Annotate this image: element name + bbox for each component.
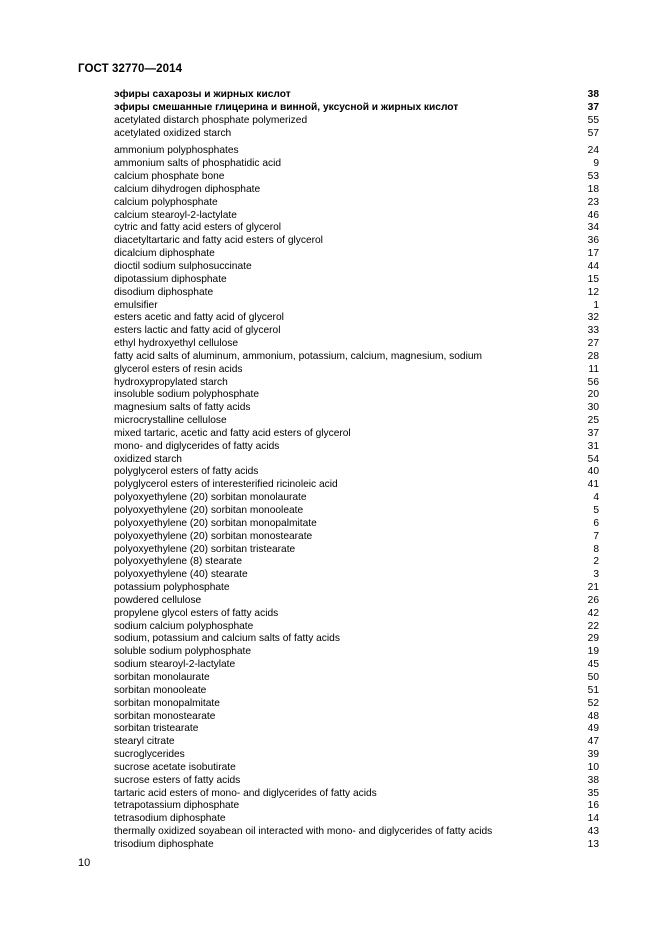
index-term: calcium dihydrogen diphosphate	[114, 183, 261, 195]
index-number: 11	[588, 363, 599, 375]
index-number: 2	[593, 556, 599, 568]
index-number: 51	[587, 684, 599, 696]
index-row	[114, 698, 599, 711]
index-row	[114, 492, 599, 505]
index-number: 6	[593, 517, 599, 529]
index-number: 37	[587, 427, 599, 439]
index-row	[114, 556, 599, 569]
index-row	[114, 325, 599, 338]
index-number: 16	[587, 800, 599, 812]
index-row	[114, 300, 599, 313]
index-row	[114, 633, 599, 646]
index-number: 41	[587, 479, 599, 491]
index-row	[114, 582, 599, 595]
index-term: mixed tartaric, acetic and fatty acid esters of glycerol	[114, 427, 351, 439]
index-term: calcium phosphate bone	[114, 171, 225, 183]
index-row	[114, 222, 599, 235]
index-row	[114, 338, 599, 351]
index-number: 9	[593, 158, 599, 170]
index-row	[114, 646, 599, 659]
index-number: 44	[587, 260, 599, 272]
index-row	[114, 248, 599, 261]
index-number: 47	[587, 736, 599, 748]
index-row	[114, 608, 599, 621]
index-number: 55	[587, 114, 599, 126]
index-term: magnesium salts of fatty acids	[114, 402, 251, 414]
index-term: polyoxyethylene (20) sorbitan tristearate	[114, 543, 296, 555]
index-row	[114, 659, 599, 672]
index-row	[114, 672, 599, 685]
index-row	[114, 184, 599, 197]
index-row	[114, 145, 599, 158]
index-row	[114, 364, 599, 377]
index-row	[114, 402, 599, 415]
index-term: calcium stearoyl-2-lactylate	[114, 209, 237, 221]
index-term: dicalcium diphosphate	[114, 248, 215, 260]
index-number: 42	[587, 607, 599, 619]
index-number: 12	[587, 286, 599, 298]
index-row	[114, 762, 599, 775]
index-term: insoluble sodium polyphosphate	[114, 389, 259, 401]
index-number: 18	[587, 183, 599, 195]
index-number: 40	[587, 466, 599, 478]
index-number: 22	[587, 620, 599, 632]
index-term: ammonium polyphosphates	[114, 145, 239, 157]
index-row	[114, 839, 599, 852]
index-row	[114, 415, 599, 428]
page-number: 10	[78, 857, 91, 869]
index-term: эфиры смешанные глицерина и винной, уксусной и жирных кислот	[114, 101, 459, 113]
index-term: acetylated distarch phosphate polymerized	[114, 114, 308, 126]
index-term: sucrose esters of fatty acids	[114, 774, 241, 786]
index-number: 7	[593, 530, 599, 542]
index-term: sodium calcium polyphosphate	[114, 620, 254, 632]
index-row	[114, 235, 599, 248]
index-row	[114, 274, 599, 287]
index-row	[114, 518, 599, 531]
index-row	[114, 128, 599, 141]
index-row	[114, 197, 599, 210]
index-term: polyoxyethylene (20) sorbitan monopalmitate	[114, 517, 317, 529]
index-number: 3	[593, 569, 599, 581]
index-number: 28	[587, 350, 599, 362]
index-term: эфиры сахарозы и жирных кислот	[114, 89, 291, 100]
index-row	[114, 115, 599, 128]
index-row	[114, 531, 599, 544]
index-number: 24	[587, 145, 599, 157]
index-term: esters lactic and fatty acid of glycerol	[114, 325, 281, 337]
index-row	[114, 595, 599, 608]
index-term: sucrose acetate isobutirate	[114, 761, 236, 773]
index-term: sorbitan monolaurate	[114, 671, 210, 683]
index-term: stearyl citrate	[114, 736, 175, 748]
index-number: 5	[593, 505, 599, 516]
index-term: glycerol esters of resin acids	[114, 363, 243, 375]
index-row	[114, 377, 599, 390]
index-number: 21	[587, 582, 599, 594]
index-term: polyoxyethylene (20) sorbitan monooleate	[114, 505, 304, 516]
index-term: tartaric acid esters of mono- and diglycerides of fatty acids	[114, 787, 377, 799]
index-number: 25	[587, 415, 599, 427]
index-number: 30	[587, 402, 599, 414]
index-term: sorbitan monostearate	[114, 710, 216, 722]
index-term: emulsifier	[114, 299, 158, 311]
index-term: ammonium salts of phosphatidic acid	[114, 158, 282, 170]
index-number: 37	[587, 101, 599, 113]
index-row	[114, 723, 599, 736]
index-term: disodium diphosphate	[114, 286, 214, 298]
index-number: 26	[587, 594, 599, 606]
index-number: 36	[587, 235, 599, 247]
index-number: 46	[587, 209, 599, 221]
index-number: 31	[587, 440, 599, 452]
index-term: potassium polyphosphate	[114, 582, 230, 594]
index-row	[114, 441, 599, 454]
index-term: fatty acid salts of aluminum, ammonium, potassium, calcium, magnesium, sodium	[114, 350, 483, 362]
index-number: 35	[587, 787, 599, 799]
index-row	[114, 544, 599, 557]
index-number: 8	[593, 543, 599, 555]
index-list	[114, 89, 599, 852]
index-number: 45	[587, 659, 599, 671]
index-term: trisodium diphosphate	[114, 838, 214, 850]
index-number: 29	[587, 633, 599, 645]
index-number: 15	[587, 273, 599, 285]
index-term: polyoxyethylene (20) sorbitan monolaurate	[114, 492, 307, 504]
index-term: sucroglycerides	[114, 749, 185, 761]
index-term: polyglycerol esters of interesterified ricinoleic acid	[114, 479, 338, 491]
index-term: tetrapotassium diphosphate	[114, 800, 240, 812]
index-term: powdered cellulose	[114, 594, 202, 606]
index-number: 19	[587, 646, 599, 658]
index-term: soluble sodium polyphosphate	[114, 646, 252, 658]
index-number: 49	[587, 723, 599, 735]
index-number: 1	[593, 299, 599, 311]
index-row	[114, 389, 599, 402]
index-number: 48	[587, 710, 599, 722]
index-row	[114, 711, 599, 724]
index-number: 34	[587, 222, 599, 234]
index-term: thermally oxidized soyabean oil interacted with mono- and diglycerides of fatty acids	[114, 826, 493, 838]
index-main-group	[114, 145, 599, 851]
index-term: esters acetic and fatty acid of glycerol	[114, 312, 284, 324]
index-row	[114, 158, 599, 171]
index-number: 23	[587, 196, 599, 208]
index-term: polyoxyethylene (40) stearate	[114, 569, 248, 581]
index-term: calcium polyphosphate	[114, 196, 218, 208]
index-number: 54	[587, 453, 599, 465]
index-row	[114, 210, 599, 223]
index-term: acetylated oxidized starch	[114, 127, 232, 139]
index-row	[114, 261, 599, 274]
index-row	[114, 621, 599, 634]
index-number: 27	[587, 338, 599, 350]
index-row	[114, 102, 599, 115]
index-term: hydroxypropylated starch	[114, 376, 228, 388]
index-number: 13	[587, 838, 599, 850]
index-row	[114, 454, 599, 467]
index-term: sodium stearoyl-2-lactylate	[114, 659, 236, 671]
index-term: oxidized starch	[114, 453, 182, 465]
index-number: 14	[587, 813, 599, 825]
index-row	[114, 287, 599, 300]
index-term: diacetyltartaric and fatty acid esters of glycerol	[114, 235, 323, 247]
index-term: cytric and fatty acid esters of glycerol	[114, 222, 282, 234]
index-term: propylene glycol esters of fatty acids	[114, 607, 279, 619]
index-term: dioctil sodium sulphosuccinate	[114, 260, 252, 272]
index-number: 52	[587, 697, 599, 709]
index-row	[114, 466, 599, 479]
index-number: 43	[587, 826, 599, 838]
index-row	[114, 800, 599, 813]
index-row	[114, 171, 599, 184]
index-row	[114, 813, 599, 826]
index-row	[114, 788, 599, 801]
index-number: 39	[587, 749, 599, 761]
index-row	[114, 505, 599, 518]
index-number: 38	[587, 774, 599, 786]
index-term: polyoxyethylene (20) sorbitan monostearate	[114, 530, 313, 542]
index-number: 53	[587, 171, 599, 183]
index-row	[114, 826, 599, 839]
index-term: polyoxyethylene (8) stearate	[114, 556, 242, 568]
index-term: sorbitan tristearate	[114, 723, 199, 735]
index-term: sorbitan monopalmitate	[114, 697, 220, 709]
index-row	[114, 749, 599, 762]
index-term: sorbitan monooleate	[114, 684, 207, 696]
index-term: mono- and diglycerides of fatty acids	[114, 440, 280, 452]
index-row	[114, 685, 599, 698]
index-row	[114, 428, 599, 441]
index-term: tetrasodium diphosphate	[114, 813, 226, 825]
index-number: 57	[587, 127, 599, 139]
index-row	[114, 312, 599, 325]
index-number: 56	[587, 376, 599, 388]
index-term: sodium, potassium and calcium salts of fatty acids	[114, 633, 340, 645]
index-number: 10	[587, 761, 599, 773]
index-top-group	[114, 89, 599, 140]
index-term: polyglycerol esters of fatty acids	[114, 466, 259, 478]
index-number: 17	[587, 248, 599, 260]
index-term: dipotassium diphosphate	[114, 273, 227, 285]
page-header: ГОСТ 32770—2014	[78, 63, 183, 75]
index-row	[114, 736, 599, 749]
index-number: 50	[587, 671, 599, 683]
index-row	[114, 479, 599, 492]
index-row	[114, 775, 599, 788]
index-term: microcrystalline cellulose	[114, 415, 227, 427]
index-number: 4	[593, 492, 599, 504]
index-row	[114, 351, 599, 364]
index-number: 32	[587, 312, 599, 324]
index-number: 20	[587, 389, 599, 401]
index-row	[114, 569, 599, 582]
index-number: 38	[587, 89, 599, 100]
index-term: ethyl hydroxyethyl cellulose	[114, 338, 239, 350]
index-row	[114, 89, 599, 102]
index-number: 33	[587, 325, 599, 337]
